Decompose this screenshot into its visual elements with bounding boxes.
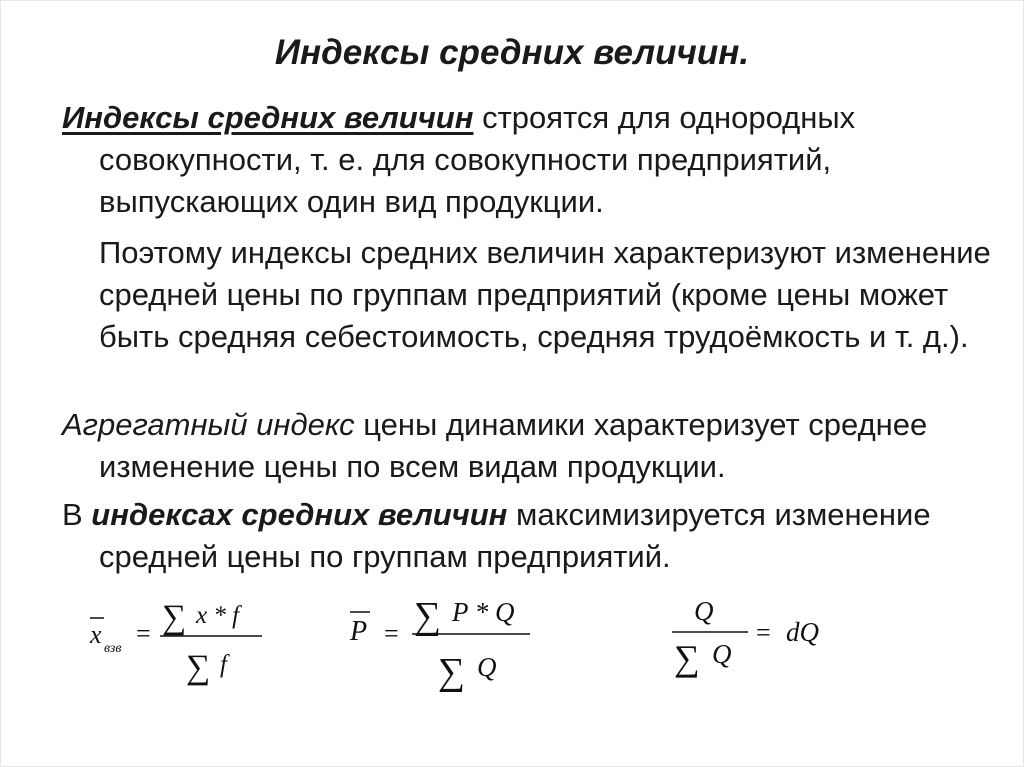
formula-3-sum: ∑ [674, 638, 700, 678]
formula-1-sum-num: ∑ [162, 599, 187, 636]
formula-3-equals: = [756, 618, 771, 647]
formula-weighted-mean [89, 599, 262, 686]
term-aggregate-index: Агрегатный индекс [62, 407, 355, 442]
formula-1-sum-den: ∑ [186, 649, 211, 686]
paragraph-1-text: строятся для однородных совокупности, т. е. для совокупности предприятий, выпускающих один вид продукции. [99, 100, 856, 219]
formula-1-lhs: x [90, 620, 102, 649]
paragraph-4-text: максимизируется изменение средней цены по группам предприятий. [99, 497, 931, 574]
term-mean-indices: Индексы средних величин [62, 100, 474, 135]
formula-1-subscript: взв [104, 641, 122, 656]
formulas-svg [0, 588, 1024, 708]
formula-1-denominator: f [220, 651, 227, 678]
formula-2-sum-num: ∑ [414, 595, 442, 637]
formula-3-denominator: Q [712, 639, 732, 669]
paragraph-4-lead: В [62, 497, 92, 532]
formula-1-numerator: x * f [196, 602, 240, 629]
formula-2-numerator: P * Q [452, 597, 515, 627]
formula-2-denominator: Q [477, 652, 497, 682]
formula-2-equals: = [384, 619, 399, 648]
formulas-block [0, 588, 1024, 708]
paragraph-3 [62, 404, 1019, 488]
paragraph-1 [62, 97, 1019, 223]
term-mean-indices-2: индексах средних величин [91, 497, 508, 532]
formula-3-rhs: dQ [786, 617, 819, 647]
paragraph-4 [62, 494, 1019, 578]
formula-2-sum-den: ∑ [438, 651, 466, 693]
paragraph-3-text: цены динамики характеризует среднее изменение цены по всем видам продукции. [99, 407, 928, 484]
paragraph-2: Поэтому индексы средних величин характеризуют изменение средней цены по группам предприятий (кроме цены может быть средняя себестоимость, средняя трудоёмкость и т. д.). [99, 235, 991, 354]
slide-title: Индексы средних величин. [274, 33, 750, 72]
formula-2-lhs: P [350, 616, 368, 647]
formula-1-equals: = [136, 619, 151, 648]
formula-average-price [349, 595, 530, 693]
formula-3-numerator: Q [694, 596, 714, 626]
formula-ratio [672, 596, 819, 678]
